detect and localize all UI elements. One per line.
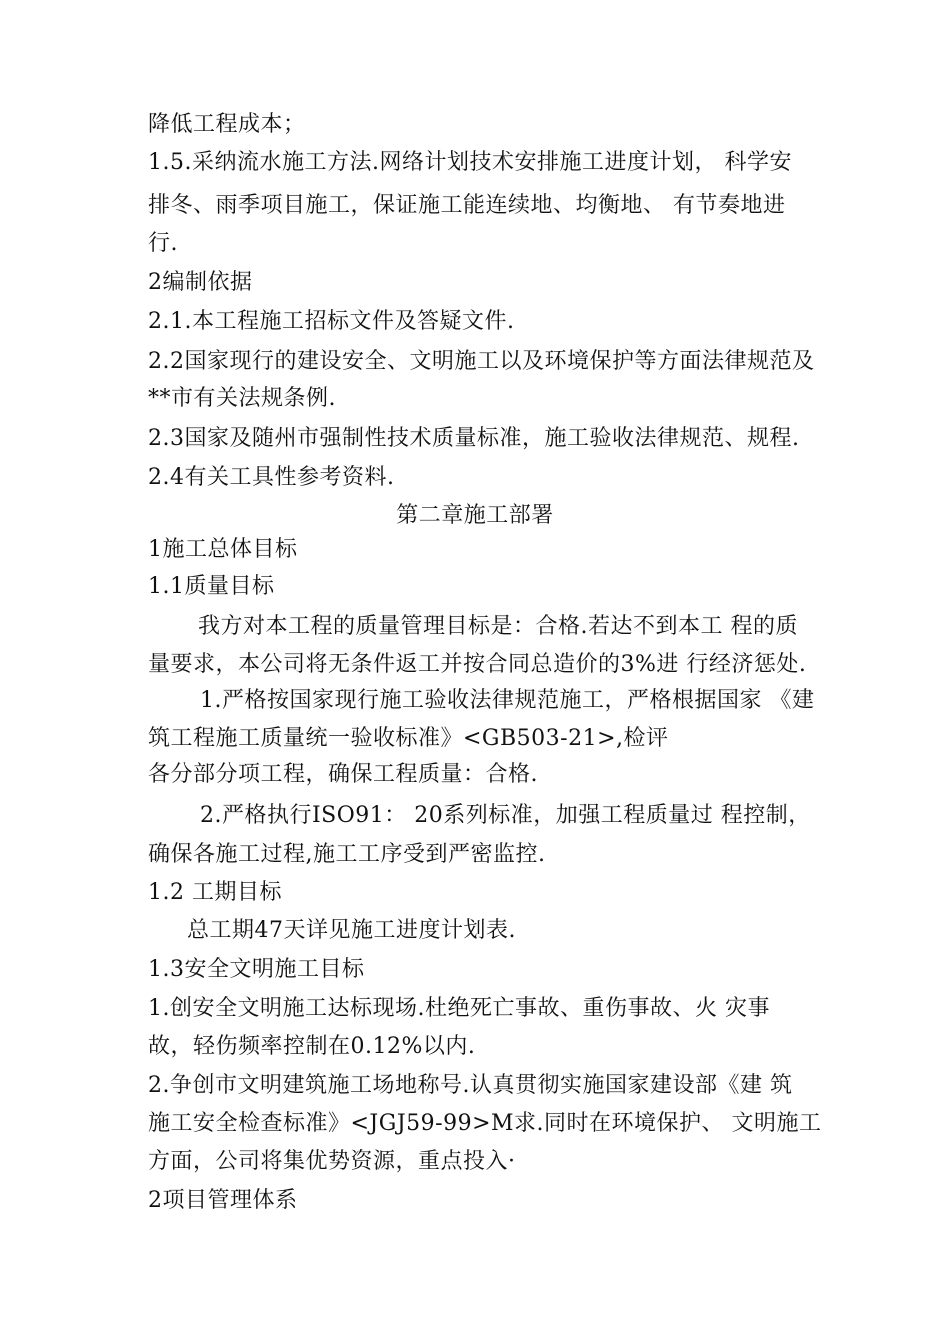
text-line: 排冬、雨季项目施工，保证施工能连续地、均衡地、 有节奏地进 <box>148 193 786 218</box>
text-line: 1.5.采纳流水施工方法.网络计划技术安排施工进度计划， 科学安 <box>148 150 792 175</box>
text-line: 1.创安全文明施工达标现场.杜绝死亡事故、重伤事故、火 灾事 <box>148 996 770 1021</box>
section-heading: 2编制依据 <box>148 270 253 295</box>
text-line: 各分部分项工程，确保工程质量：合格. <box>148 762 538 787</box>
text-line: 2.严格执行ISO91： 20系列标准，加强工程质量过 程控制， <box>200 803 811 828</box>
text-line: 筑工程施工质量统一验收标准》<GB503-21>,检评 <box>148 726 669 751</box>
text-line: 我方对本工程的质量管理目标是：合格.若达不到本工 程的质 <box>198 614 798 639</box>
text-line: 方面，公司将集优势资源，重点投入· <box>148 1149 516 1174</box>
chapter-title: 第二章施工部署 <box>396 503 554 528</box>
text-line: 2.1.本工程施工招标文件及答疑文件. <box>148 309 515 334</box>
text-line: **市有关法规条例. <box>148 386 336 411</box>
section-heading: 2项目管理体系 <box>148 1188 298 1213</box>
subsection-heading: 1.1质量目标 <box>148 574 275 599</box>
text-line: 2.4有关工具性参考资料. <box>148 465 395 490</box>
text-line: 施工安全检查标准》<JGJ59-99>M求.同时在环境保护、 文明施工 <box>148 1111 822 1136</box>
text-line: 2.2国家现行的建设安全、文明施工以及环境保护等方面法律规范及 <box>148 349 815 374</box>
text-line: 降低工程成本； <box>148 112 306 137</box>
subsection-heading: 1.3安全文明施工目标 <box>148 957 365 982</box>
text-line: 2.3国家及随州市强制性技术质量标准，施工验收法律规范、规程. <box>148 426 800 451</box>
text-line: 确保各施工过程,施工工序受到严密监控. <box>148 842 546 867</box>
text-line: 1.严格按国家现行施工验收法律规范施工，严格根据国家 《建 <box>200 688 815 713</box>
text-line: 行. <box>148 231 178 256</box>
section-heading: 1施工总体目标 <box>148 537 298 562</box>
text-line: 2.争创市文明建筑施工场地称号.认真贯彻实施国家建设部《建 筑 <box>148 1073 793 1098</box>
text-line: 总工期47天详见施工进度计划表. <box>187 918 516 943</box>
text-line: 量要求，本公司将无条件返工并按合同总造价的3%进 行经济惩处. <box>148 652 807 677</box>
subsection-heading: 1.2 工期目标 <box>148 880 282 905</box>
text-line: 故，轻伤频率控制在0.12%以内. <box>148 1034 476 1059</box>
